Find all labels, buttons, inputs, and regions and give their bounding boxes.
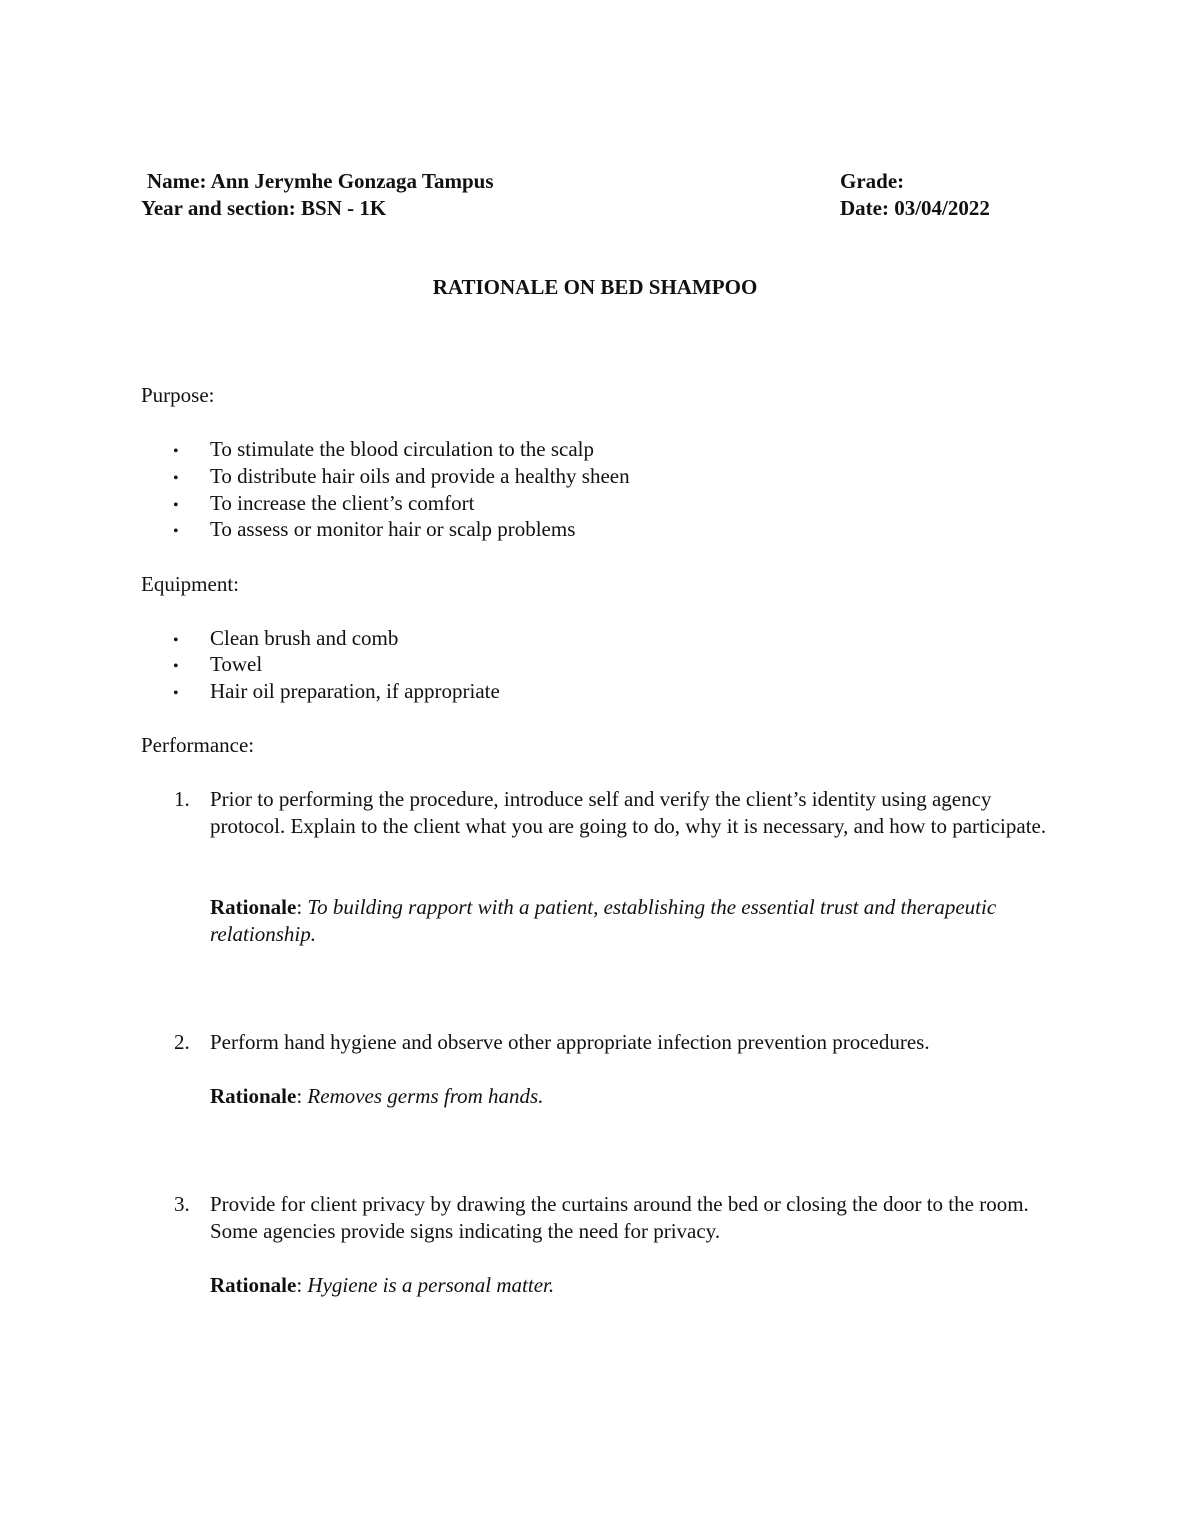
student-name: Name: Ann Jerymhe Gonzaga Tampus: [147, 169, 494, 193]
list-item-text: To distribute hair oils and provide a healthy sheen: [210, 464, 630, 488]
equipment-heading: Equipment:: [141, 572, 239, 596]
bullet-icon: •: [173, 497, 179, 514]
step-text: Perform hand hygiene and observe other appropriate infection prevention procedures.: [210, 1030, 930, 1054]
rationale-label: Rationale: [210, 1084, 297, 1108]
rationale-label: Rationale: [210, 1273, 297, 1297]
step-number: 1.: [174, 787, 190, 811]
date-label: Date: 03/04/2022: [840, 196, 990, 220]
step-rationale: [210, 1272, 1050, 1299]
list-item-text: Towel: [210, 652, 263, 676]
bullet-icon: •: [173, 443, 179, 460]
equipment-list-item: [173, 625, 398, 654]
bullet-icon: •: [173, 470, 179, 487]
rationale-separator: :: [296, 1084, 303, 1108]
equipment-list-item: [173, 678, 500, 707]
step-number: 2.: [174, 1030, 190, 1054]
rationale-text: Removes germs from hands.: [307, 1084, 544, 1108]
list-item-text: To increase the client’s comfort: [210, 491, 475, 515]
bullet-icon: •: [173, 523, 179, 540]
list-item-text: To assess or monitor hair or scalp problems: [210, 517, 576, 541]
list-item-text: To stimulate the blood circulation to the scalp: [210, 437, 595, 461]
step-rationale: [210, 1083, 1050, 1110]
grade-label: Grade:: [840, 169, 905, 193]
purpose-heading: Purpose:: [141, 383, 215, 407]
purpose-list-item: [173, 516, 575, 545]
purpose-list-item: [173, 436, 594, 465]
rationale-text: Hygiene is a personal matter.: [307, 1273, 555, 1297]
step-text: Provide for client privacy by drawing the curtains around the bed or closing the door to the room. Some agencies provide signs indicating the need for privacy.: [210, 1192, 1029, 1243]
step-text: Prior to performing the procedure, introduce self and verify the client’s identity using agency protocol. Explain to the client what you are going to do, why it is necessary, and how to participate.: [210, 787, 1047, 838]
equipment-list-item: [173, 651, 262, 680]
document-title: RATIONALE ON BED SHAMPOO: [432, 275, 758, 299]
bullet-icon: •: [173, 658, 179, 675]
rationale-separator: :: [296, 895, 303, 919]
step-number: 3.: [174, 1192, 190, 1216]
step-rationale: [210, 894, 1050, 948]
list-item-text: Clean brush and comb: [210, 626, 399, 650]
rationale-text: To building rapport with a patient, establishing the essential trust and therapeutic relationship.: [210, 895, 997, 946]
purpose-list-item: [173, 463, 630, 492]
bullet-icon: •: [173, 685, 179, 702]
rationale-label: Rationale: [210, 895, 297, 919]
purpose-list-item: [173, 490, 474, 519]
rationale-separator: :: [296, 1273, 303, 1297]
bullet-icon: •: [173, 632, 179, 649]
list-item-text: Hair oil preparation, if appropriate: [210, 679, 500, 703]
year-section: Year and section: BSN - 1K: [141, 196, 387, 220]
performance-heading: Performance:: [141, 733, 255, 757]
